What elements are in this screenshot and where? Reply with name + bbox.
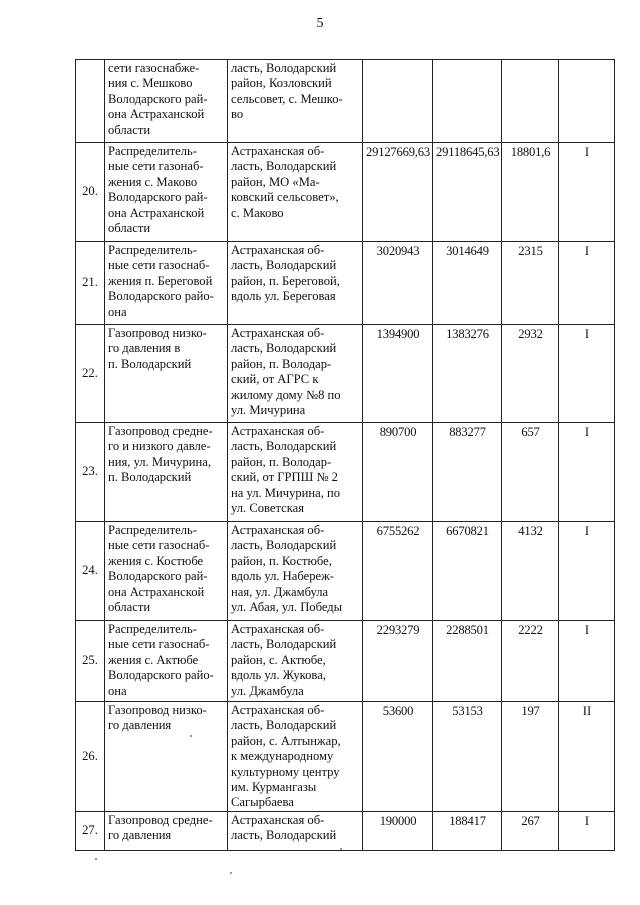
- table-body: [76, 60, 615, 851]
- table-row: [76, 811, 615, 850]
- pipeline-length-cell: 4132: [502, 522, 559, 621]
- book-value-cell: 29127669,63: [363, 143, 433, 242]
- row-number-cell: 20.: [76, 143, 105, 242]
- row-number-cell: 23.: [76, 423, 105, 522]
- book-value-cell: 3020943: [363, 242, 433, 325]
- object-name-cell: Распределитель- ные сети газоснаб- жения п. Береговой Володарского райо- она: [105, 242, 228, 325]
- hazard-class-cell: II: [559, 702, 615, 812]
- table-row: [76, 325, 615, 423]
- hazard-class-cell: I: [559, 811, 615, 850]
- table-row: [76, 143, 615, 242]
- scan-speck: [230, 872, 232, 874]
- table-row: [76, 60, 615, 143]
- pipeline-length-cell: 2222: [502, 621, 559, 702]
- hazard-class-cell: I: [559, 423, 615, 522]
- book-value-cell: [363, 60, 433, 143]
- book-value-cell: 2293279: [363, 621, 433, 702]
- residual-value-cell: 188417: [433, 811, 502, 850]
- scan-speck: [190, 735, 192, 737]
- object-name-cell: Газопровод низко- го давления: [105, 702, 228, 812]
- object-name-cell: Распределитель- ные сети газонаб- жения с. Маково Володарского рай- она Астраханской области: [105, 143, 228, 242]
- scan-speck: [95, 858, 97, 860]
- object-address-cell: Астраханская об- ласть, Володарский район, п. Костюбе, вдоль ул. Набереж- ная, ул. Джамбула ул. Абая, ул. Победы: [228, 522, 363, 621]
- residual-value-cell: 2288501: [433, 621, 502, 702]
- object-address-cell: ласть, Володарский район, Козловский сельсовет, с. Мешко- во: [228, 60, 363, 143]
- pipeline-length-cell: 267: [502, 811, 559, 850]
- residual-value-cell: 6670821: [433, 522, 502, 621]
- object-name-cell: Газопровод средне- го и низкого давле- ния, ул. Мичурина, п. Володарский: [105, 423, 228, 522]
- scan-speck: [340, 848, 342, 850]
- row-number-cell: 25.: [76, 621, 105, 702]
- row-number-cell: 22.: [76, 325, 105, 423]
- object-name-cell: Распределитель- ные сети газоснаб- жения с. Костюбе Володарского рай- она Астраханской области: [105, 522, 228, 621]
- residual-value-cell: 29118645,63: [433, 143, 502, 242]
- pipeline-length-cell: 657: [502, 423, 559, 522]
- book-value-cell: 1394900: [363, 325, 433, 423]
- pipeline-length-cell: 2932: [502, 325, 559, 423]
- object-name-cell: Распределитель- ные сети газоснаб- жения с. Актюбе Володарского райо- она: [105, 621, 228, 702]
- hazard-class-cell: I: [559, 242, 615, 325]
- residual-value-cell: 3014649: [433, 242, 502, 325]
- row-number-cell: 27.: [76, 811, 105, 850]
- page-number: 5: [316, 16, 324, 31]
- hazard-class-cell: I: [559, 621, 615, 702]
- table-row: [76, 621, 615, 702]
- row-number-cell: 26.: [76, 702, 105, 812]
- book-value-cell: 53600: [363, 702, 433, 812]
- hazard-class-cell: I: [559, 325, 615, 423]
- gas-network-table: [75, 59, 615, 851]
- object-address-cell: Астраханская об- ласть, Володарский район, МО «Ма- ковский сельсовет», с. Маково: [228, 143, 363, 242]
- row-number-cell: [76, 60, 105, 143]
- hazard-class-cell: I: [559, 522, 615, 621]
- table-row: [76, 702, 615, 812]
- object-name-cell: Газопровод низко- го давления в п. Володарский: [105, 325, 228, 423]
- row-number-cell: 24.: [76, 522, 105, 621]
- object-address-cell: Астраханская об- ласть, Володарский район, с. Актюбе, вдоль ул. Жукова, ул. Джамбула: [228, 621, 363, 702]
- residual-value-cell: 1383276: [433, 325, 502, 423]
- object-address-cell: Астраханская об- ласть, Володарский район, п. Береговой, вдоль ул. Береговая: [228, 242, 363, 325]
- book-value-cell: 890700: [363, 423, 433, 522]
- table-row: [76, 423, 615, 522]
- object-address-cell: Астраханская об- ласть, Володарский район, п. Володар- ский, от АГРС к жилому дому №8 по ул. Мичурина: [228, 325, 363, 423]
- residual-value-cell: 883277: [433, 423, 502, 522]
- hazard-class-cell: [559, 60, 615, 143]
- residual-value-cell: [433, 60, 502, 143]
- object-name-cell: сети газоснабже- ния с. Мешково Володарского рай- она Астраханской области: [105, 60, 228, 143]
- pipeline-length-cell: [502, 60, 559, 143]
- pipeline-length-cell: 18801,6: [502, 143, 559, 242]
- object-name-cell: Газопровод средне- го давления: [105, 811, 228, 850]
- residual-value-cell: 53153: [433, 702, 502, 812]
- book-value-cell: 190000: [363, 811, 433, 850]
- hazard-class-cell: I: [559, 143, 615, 242]
- pipeline-length-cell: 2315: [502, 242, 559, 325]
- pipeline-length-cell: 197: [502, 702, 559, 812]
- row-number-cell: 21.: [76, 242, 105, 325]
- table-row: [76, 522, 615, 621]
- table-row: [76, 242, 615, 325]
- object-address-cell: Астраханская об- ласть, Володарский район, п. Володар- ский, от ГРПШ № 2 на ул. Мичурина, по ул. Советская: [228, 423, 363, 522]
- object-address-cell: Астраханская об- ласть, Володарский район, с. Алтынжар, к международному культурному центру им. Курмангазы Сагырбаева: [228, 702, 363, 812]
- book-value-cell: 6755262: [363, 522, 433, 621]
- object-address-cell: Астраханская об- ласть, Володарский: [228, 811, 363, 850]
